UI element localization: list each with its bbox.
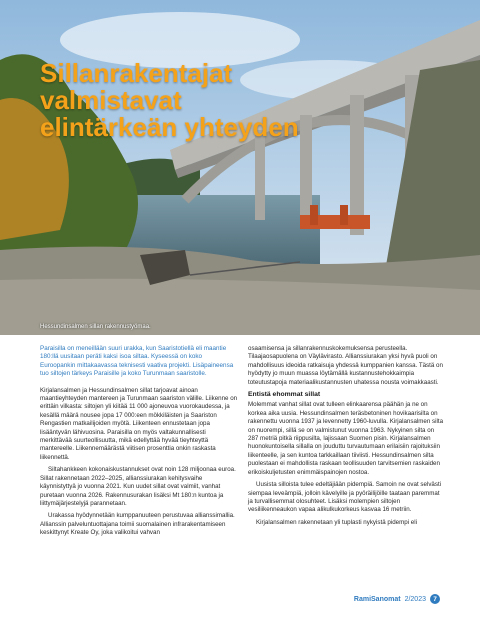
issue-number: 2/2023 bbox=[404, 595, 426, 603]
page-footer bbox=[354, 594, 440, 604]
photo-caption: Hessundinsalmen sillan rakennustyömaa. bbox=[40, 324, 151, 330]
body-paragraph: Molemmat vanhat sillat ovat tulleen elinkaarensa päähän ja ne on korkea aika uusia. Hessundinsalmen teräsbetoninen hovikaarisilta on rakennettu vuonna 1937 ja levennetty 1960-luvulla. Kirjalansalmen silta on nuorempi, sillä se on valmistunut vuonna 1963. Nykyinen silta on 287 metriä pitkä riippusilta, lajissaan Suomen pisin. Kirjalansalmen huonokuntoisella sillalla on jouduttu turvautumaan erilaisiin rajoituksiin liikenteelle, ja sen kuntoa tarkkaillaan tiiviisti. Hessundinsalmen silta puolestaan ei mahdollista raskaan teollisuuden tarvitsemien raskaiden erikoiskuljetusten enimmäispainojen nostoa. bbox=[248, 401, 444, 476]
body-paragraph: osaamisensa ja sillanrakennuskokemuksensa perusteella. Tilaajaosapuolena on Väylävirasto. Allianssiurakan yksi hyvä puoli on mahdollisuus ideoida ratkaisuja yhdessä kumppanien kanssa. Tästä on hyödytty jo muun muassa löytämällä kustannustehokkaimpia toteutustapoja materiaalikustannusten uhatessa nousta voimakkaasti. bbox=[248, 345, 443, 386]
body-paragraph: Urakassa hyödynnetään kumppanuuteen perustuvaa allianssimallia. Allianssin palveluntuottajana toimii suomalainen infrarakentamiseen keskittynyt Kreate Oy, joka valikoitui vahvan bbox=[40, 512, 235, 537]
body-paragraph: Siltahankkeen kokonaiskustannukset ovat noin 128 miljoonaa euroa. Sillat rakennetaan 2022–2025, allianssiurakan kehitysvaihe käynnistyttyä jo vuonna 2021. Kun uudet sillat ovat valmiit, vanhat puretaan vuonna 2026. Rakennusurakan lisäksi Mt 180:n kuntoa ja liittymäjärjestelyjä parannetaan. bbox=[40, 466, 236, 507]
section-subheading: Entistä ehommat sillat bbox=[248, 391, 321, 399]
title-line: Sillanrakentajat bbox=[40, 58, 233, 88]
page-number-badge: 7 bbox=[430, 594, 440, 604]
title-line: elintärkeän yhteyden bbox=[40, 112, 299, 142]
body-paragraph: Uusista silloista tulee edeltäjiään pidempiä. Samoin ne ovat selvästi siempaa leveämpiä, jolloin kävelyille ja pyöräilijöille taataan paremmat ja turvallisemmat olosuhteet. Lisäksi molempien siltojen vesiliikenneaukon vapaa alikulkukorkeus kasvaa 16 metriin. bbox=[248, 481, 442, 514]
publication-name: RamiSanomat bbox=[353, 595, 401, 603]
body-paragraph: Kirjalansalmen ja Hessundinsalmen sillat tarjoavat ainoan maantieyhteyden mantereen ja Turunmaan saariston välille. Liikenne on erittäin vilkasta: siltojen yli kiitää 11 000 ajoneuvoa vuorokaudessa, ja kesällä määrä nousee jopa 17 000:een mökkiläisten ja Saariston Rengastien matkailijoiden myötä. Liikenteen ennustetaan jopa lisääntyvän lähivuosina. Paraisilla on myös valtakunnallisesti merkittävää suurteollisuutta, mikä edellyttää hyvää tieyhteyttä mantereelle. Liikennemäärästä viitisen prosenttia onkin raskasta liikennettä. bbox=[40, 386, 238, 461]
right-column bbox=[248, 345, 446, 531]
lead-paragraph: Paraisilla on meneillään suuri urakka, kun Saaristotiellä eli maantie 180:llä uusitaan peräti kaksi isoa siltaa. Kyseessä on koko Euroopankin mittakaavassa teknisesti vaativa projekti. Lisäpaineensa tuo siltojen tärkeys Paraisille ja koko Turunmaan saaristolle. bbox=[40, 345, 234, 378]
article-title bbox=[40, 60, 299, 141]
body-paragraph: Kirjalansalmen rakennetaan yli tuplasti nykyistä pidempi eli bbox=[256, 518, 417, 526]
title-line: valmistavat bbox=[40, 85, 182, 115]
left-column bbox=[40, 345, 238, 542]
